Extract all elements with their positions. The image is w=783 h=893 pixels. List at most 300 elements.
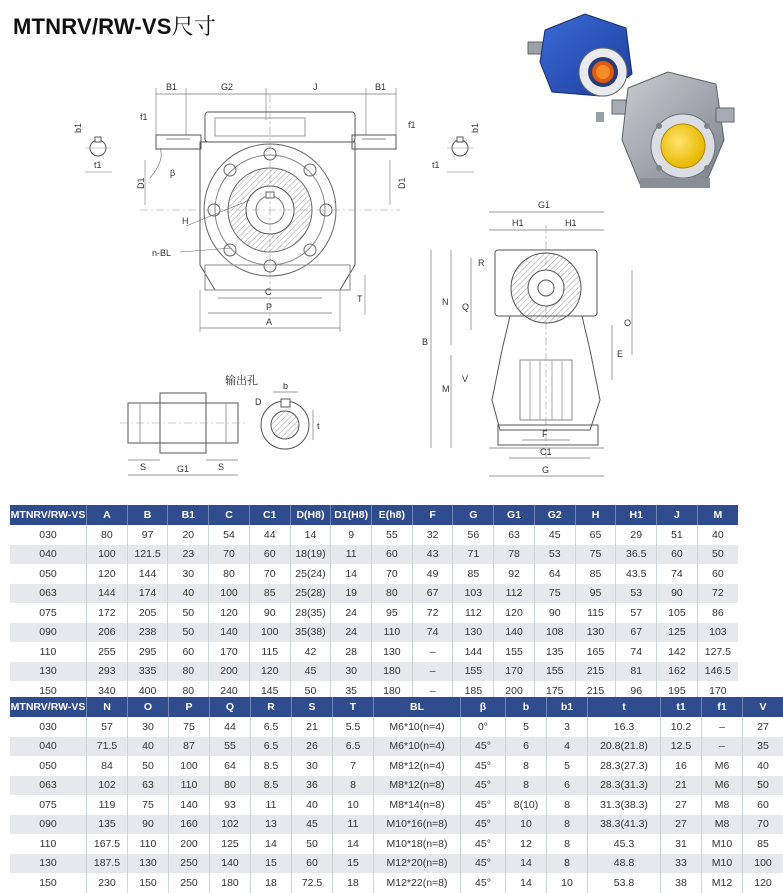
table-cell: 45° bbox=[461, 737, 506, 757]
column-header: D1(H8) bbox=[331, 505, 372, 525]
column-header: t bbox=[588, 697, 661, 717]
table-cell: 27 bbox=[661, 795, 702, 815]
label-H1-right: H1 bbox=[565, 218, 577, 228]
column-header: t1 bbox=[661, 697, 702, 717]
table-cell: M6*10(n=4) bbox=[374, 717, 461, 737]
table-row bbox=[10, 795, 783, 815]
table-cell: 53 bbox=[616, 584, 657, 604]
table-cell: 110 bbox=[128, 834, 169, 854]
table-cell: 140 bbox=[169, 795, 210, 815]
label-T: T bbox=[357, 294, 363, 304]
table-cell: 140 bbox=[210, 854, 251, 874]
label-b1: b1 bbox=[73, 123, 83, 133]
table-cell: 40 bbox=[292, 795, 333, 815]
table-cell: 120 bbox=[249, 662, 290, 682]
table-cell: 6.5 bbox=[251, 717, 292, 737]
table-cell: 70 bbox=[209, 545, 250, 565]
table-cell: 150 bbox=[128, 873, 169, 893]
table-cell: 127.5 bbox=[697, 642, 738, 662]
table-cell: 14 bbox=[290, 525, 331, 545]
table-cell: 55 bbox=[210, 737, 251, 757]
table-cell: 200 bbox=[209, 662, 250, 682]
table-cell: 108 bbox=[534, 623, 575, 643]
column-header: b bbox=[506, 697, 547, 717]
table-cell: 72 bbox=[697, 584, 738, 604]
table-row bbox=[10, 854, 783, 874]
table-cell: 45° bbox=[461, 815, 506, 835]
label-B: B bbox=[422, 337, 428, 347]
table-cell: 110 bbox=[10, 642, 87, 662]
table-row bbox=[10, 717, 783, 737]
table-cell: 43.5 bbox=[616, 564, 657, 584]
table-cell: M10 bbox=[702, 834, 743, 854]
table-cell: 93 bbox=[210, 795, 251, 815]
label-D1-right: D1 bbox=[397, 177, 407, 189]
table-cell: 85 bbox=[249, 584, 290, 604]
table-cell: 45 bbox=[290, 662, 331, 682]
table-cell: 95 bbox=[372, 603, 413, 623]
table-cell: 84 bbox=[87, 756, 128, 776]
table-cell: 175 bbox=[534, 681, 575, 701]
table-cell: 145 bbox=[249, 681, 290, 701]
table-cell: 45° bbox=[461, 873, 506, 893]
label-H1-left: H1 bbox=[512, 218, 524, 228]
table-cell: 10 bbox=[506, 815, 547, 835]
table-row bbox=[10, 873, 783, 893]
table-cell: 105 bbox=[657, 603, 698, 623]
table-cell: 90 bbox=[657, 584, 698, 604]
table-cell: 100 bbox=[743, 854, 783, 874]
table-cell: 8(10) bbox=[506, 795, 547, 815]
table-cell: 36 bbox=[292, 776, 333, 796]
table-cell: 8.5 bbox=[251, 776, 292, 796]
table-cell: 4 bbox=[547, 737, 588, 757]
table-cell: 97 bbox=[127, 525, 168, 545]
table-cell: 142 bbox=[657, 642, 698, 662]
label-J: J bbox=[313, 82, 318, 92]
table-cell: M12 bbox=[702, 873, 743, 893]
table-cell: 340 bbox=[87, 681, 128, 701]
table-cell: 15 bbox=[251, 854, 292, 874]
table-cell: 49 bbox=[412, 564, 453, 584]
table-cell: 72 bbox=[412, 603, 453, 623]
side-view bbox=[431, 212, 632, 476]
table-cell: 140 bbox=[209, 623, 250, 643]
table-cell: 30 bbox=[168, 564, 209, 584]
table-cell: 5 bbox=[547, 756, 588, 776]
table-cell: 45.3 bbox=[588, 834, 661, 854]
table-cell: 45 bbox=[534, 525, 575, 545]
table-cell: 45° bbox=[461, 795, 506, 815]
table-cell: M8*14(n=8) bbox=[374, 795, 461, 815]
table-cell: 44 bbox=[210, 717, 251, 737]
table-cell: 31.3(38.3) bbox=[588, 795, 661, 815]
table-cell: 33 bbox=[661, 854, 702, 874]
table-cell: 80 bbox=[210, 776, 251, 796]
table-cell: 90 bbox=[128, 815, 169, 835]
label-f1: f1 bbox=[140, 112, 148, 122]
table-cell: 11 bbox=[331, 545, 372, 565]
table-cell: 120 bbox=[209, 603, 250, 623]
table-cell: 24 bbox=[331, 623, 372, 643]
table-cell: 90 bbox=[534, 603, 575, 623]
page-title: MTNRV/RW-VS尺寸 bbox=[13, 10, 216, 41]
table-cell: 45° bbox=[461, 756, 506, 776]
table-cell: 050 bbox=[10, 564, 87, 584]
table-cell: 81 bbox=[616, 662, 657, 682]
table-row bbox=[10, 545, 738, 565]
table-row bbox=[10, 815, 783, 835]
table-cell: 23 bbox=[168, 545, 209, 565]
table-cell: 100 bbox=[249, 623, 290, 643]
table-cell: 18 bbox=[251, 873, 292, 893]
table-cell: 150 bbox=[10, 681, 87, 701]
table-cell: 162 bbox=[657, 662, 698, 682]
table-cell: 170 bbox=[494, 662, 535, 682]
table-cell: 95 bbox=[575, 584, 616, 604]
table-row bbox=[10, 737, 783, 757]
output-shaft-detail bbox=[120, 392, 313, 475]
table-cell: 19 bbox=[331, 584, 372, 604]
table-cell: 10.2 bbox=[661, 717, 702, 737]
table-cell: 206 bbox=[87, 623, 128, 643]
label-H: H bbox=[182, 216, 189, 226]
table-cell: 075 bbox=[10, 795, 87, 815]
label-D1-left: D1 bbox=[136, 177, 146, 189]
table-cell: 70 bbox=[249, 564, 290, 584]
table-cell: 112 bbox=[453, 603, 494, 623]
table-cell: 64 bbox=[210, 756, 251, 776]
table-cell: 25(28) bbox=[290, 584, 331, 604]
table-cell: M10 bbox=[702, 854, 743, 874]
table-cell: M8*12(n=4) bbox=[374, 756, 461, 776]
table-cell: 15 bbox=[333, 854, 374, 874]
table-cell: 85 bbox=[453, 564, 494, 584]
label-D: D bbox=[255, 397, 262, 407]
table-cell: 67 bbox=[616, 623, 657, 643]
column-header: T bbox=[333, 697, 374, 717]
table-cell: 103 bbox=[697, 623, 738, 643]
column-header: J bbox=[657, 505, 698, 525]
table-cell: 030 bbox=[10, 717, 87, 737]
table-cell: 250 bbox=[169, 873, 210, 893]
table-header bbox=[10, 697, 783, 717]
table-cell: 100 bbox=[209, 584, 250, 604]
table-cell: 135 bbox=[534, 642, 575, 662]
table-cell: 050 bbox=[10, 756, 87, 776]
label-S-left: S bbox=[140, 462, 146, 472]
output-hole-label: 输出孔 bbox=[225, 373, 258, 387]
table-cell: 32 bbox=[412, 525, 453, 545]
table-cell: 70 bbox=[743, 815, 783, 835]
side-view-labels bbox=[422, 200, 631, 475]
table-cell: 64 bbox=[534, 564, 575, 584]
table-cell: 70 bbox=[372, 564, 413, 584]
table-row bbox=[10, 584, 738, 604]
table-cell: 90 bbox=[249, 603, 290, 623]
table-row bbox=[10, 525, 738, 545]
label-E: E bbox=[617, 349, 623, 359]
table-cell: 92 bbox=[494, 564, 535, 584]
label-B1-left: B1 bbox=[166, 82, 177, 92]
table-cell: 14 bbox=[331, 564, 372, 584]
table-cell: 20.8(21.8) bbox=[588, 737, 661, 757]
column-header: G bbox=[453, 505, 494, 525]
table-cell: 030 bbox=[10, 525, 87, 545]
label-G1-shaft: G1 bbox=[177, 464, 189, 474]
table-cell: 215 bbox=[575, 681, 616, 701]
dimension-table-2 bbox=[10, 697, 783, 893]
table-cell: 50 bbox=[290, 681, 331, 701]
table-cell: 130 bbox=[128, 854, 169, 874]
table-cell: 54 bbox=[209, 525, 250, 545]
table-cell: 063 bbox=[10, 584, 87, 604]
table-cell: 6.5 bbox=[333, 737, 374, 757]
table-cell: 50 bbox=[168, 623, 209, 643]
label-b: b bbox=[283, 381, 288, 391]
table-cell: 45° bbox=[461, 776, 506, 796]
table-cell: 146.5 bbox=[697, 662, 738, 682]
column-header: b1 bbox=[547, 697, 588, 717]
table-cell: 72.5 bbox=[292, 873, 333, 893]
table-cell: 13 bbox=[251, 815, 292, 835]
table-cell: 60 bbox=[372, 545, 413, 565]
table-cell: 50 bbox=[292, 834, 333, 854]
table-cell: 170 bbox=[697, 681, 738, 701]
column-header: f1 bbox=[702, 697, 743, 717]
column-header: S bbox=[292, 697, 333, 717]
table-cell: 45° bbox=[461, 834, 506, 854]
table-cell: 155 bbox=[494, 642, 535, 662]
column-header: C bbox=[209, 505, 250, 525]
table-cell: 120 bbox=[87, 564, 128, 584]
table-cell: 57 bbox=[616, 603, 657, 623]
column-header: MTNRV/RW-VS bbox=[10, 505, 87, 525]
table-cell: 30 bbox=[331, 662, 372, 682]
table-cell: – bbox=[412, 662, 453, 682]
table-cell: 80 bbox=[168, 662, 209, 682]
table-cell: 14 bbox=[506, 854, 547, 874]
table-cell: M8*12(n=8) bbox=[374, 776, 461, 796]
table-cell: 16.3 bbox=[588, 717, 661, 737]
table-cell: 170 bbox=[209, 642, 250, 662]
table-cell: 180 bbox=[372, 681, 413, 701]
table-cell: 21 bbox=[292, 717, 333, 737]
table-cell: 14 bbox=[506, 873, 547, 893]
table-cell: 11 bbox=[251, 795, 292, 815]
table-cell: 60 bbox=[697, 564, 738, 584]
table-cell: 50 bbox=[168, 603, 209, 623]
table-cell: 293 bbox=[87, 662, 128, 682]
table-cell: M6 bbox=[702, 756, 743, 776]
table-cell: 103 bbox=[453, 584, 494, 604]
column-header: R bbox=[251, 697, 292, 717]
table-cell: M10*18(n=8) bbox=[374, 834, 461, 854]
table-cell: 63 bbox=[494, 525, 535, 545]
table-cell: 30 bbox=[292, 756, 333, 776]
label-b1-right: b1 bbox=[470, 123, 480, 133]
table-cell: 174 bbox=[127, 584, 168, 604]
label-f1-right: f1 bbox=[408, 120, 416, 130]
table-cell: 180 bbox=[210, 873, 251, 893]
column-header: B1 bbox=[168, 505, 209, 525]
table-cell: 7 bbox=[333, 756, 374, 776]
column-header: A bbox=[87, 505, 128, 525]
table-cell: 21 bbox=[661, 776, 702, 796]
table-cell: 85 bbox=[575, 564, 616, 584]
label-t1-right: t1 bbox=[432, 160, 440, 170]
table-cell: 35 bbox=[331, 681, 372, 701]
table-cell: 215 bbox=[575, 662, 616, 682]
table-cell: 180 bbox=[372, 662, 413, 682]
table-cell: 9 bbox=[331, 525, 372, 545]
table-cell: 8.5 bbox=[251, 756, 292, 776]
table-cell: 0° bbox=[461, 717, 506, 737]
table-cell: 8 bbox=[547, 854, 588, 874]
table-cell: 110 bbox=[372, 623, 413, 643]
table-cell: 71.5 bbox=[87, 737, 128, 757]
table-cell: 55 bbox=[372, 525, 413, 545]
table-cell: 80 bbox=[372, 584, 413, 604]
table-cell: 200 bbox=[494, 681, 535, 701]
table-cell: 090 bbox=[10, 623, 87, 643]
table-cell: 12.5 bbox=[661, 737, 702, 757]
table-cell: 35(38) bbox=[290, 623, 331, 643]
table-cell: 75 bbox=[534, 584, 575, 604]
table-cell: 120 bbox=[743, 873, 783, 893]
table-row bbox=[10, 603, 738, 623]
column-header: O bbox=[128, 697, 169, 717]
table-cell: 110 bbox=[10, 834, 87, 854]
table-row bbox=[10, 662, 738, 682]
label-n-BL: n-BL bbox=[152, 248, 171, 258]
table-cell: 53 bbox=[534, 545, 575, 565]
table-cell: 144 bbox=[127, 564, 168, 584]
table-cell: 144 bbox=[87, 584, 128, 604]
column-header: E(h8) bbox=[372, 505, 413, 525]
label-t1: t1 bbox=[94, 160, 102, 170]
column-header: G1 bbox=[494, 505, 535, 525]
label-O: O bbox=[624, 318, 631, 328]
label-G1: G1 bbox=[538, 200, 550, 210]
table-cell: 31 bbox=[661, 834, 702, 854]
label-N: N bbox=[442, 297, 449, 307]
table-cell: 86 bbox=[697, 603, 738, 623]
label-F: F bbox=[542, 429, 548, 439]
table-cell: – bbox=[412, 642, 453, 662]
table-cell: 160 bbox=[169, 815, 210, 835]
column-header: F bbox=[412, 505, 453, 525]
table-cell: 18(19) bbox=[290, 545, 331, 565]
table-cell: 60 bbox=[168, 642, 209, 662]
label-V: V bbox=[462, 374, 468, 384]
table-cell: 400 bbox=[127, 681, 168, 701]
column-header: H bbox=[575, 505, 616, 525]
table-cell: 48.8 bbox=[588, 854, 661, 874]
table-row bbox=[10, 776, 783, 796]
table-cell: 195 bbox=[657, 681, 698, 701]
table-cell: – bbox=[702, 717, 743, 737]
table-cell: 80 bbox=[87, 525, 128, 545]
label-S-right: S bbox=[218, 462, 224, 472]
table-cell: 80 bbox=[168, 681, 209, 701]
table-cell: 75 bbox=[575, 545, 616, 565]
table-row bbox=[10, 756, 783, 776]
table-cell: 75 bbox=[169, 717, 210, 737]
table-cell: 40 bbox=[697, 525, 738, 545]
table-cell: 8 bbox=[506, 776, 547, 796]
table-cell: 167.5 bbox=[87, 834, 128, 854]
table-cell: 28.3(27.3) bbox=[588, 756, 661, 776]
table-cell: 45° bbox=[461, 854, 506, 874]
table-cell: 60 bbox=[743, 795, 783, 815]
table-cell: 090 bbox=[10, 815, 87, 835]
table-cell: 140 bbox=[494, 623, 535, 643]
table-header bbox=[10, 505, 738, 525]
table-cell: – bbox=[702, 737, 743, 757]
table-cell: 43 bbox=[412, 545, 453, 565]
table-cell: 115 bbox=[575, 603, 616, 623]
table-cell: 28.3(31.3) bbox=[588, 776, 661, 796]
column-header: N bbox=[87, 697, 128, 717]
table-cell: 200 bbox=[169, 834, 210, 854]
table-cell: 40 bbox=[743, 756, 783, 776]
table-cell: 240 bbox=[209, 681, 250, 701]
table-cell: 38.3(41.3) bbox=[588, 815, 661, 835]
table-cell: 102 bbox=[87, 776, 128, 796]
table-cell: M12*22(n=8) bbox=[374, 873, 461, 893]
table-cell: 3 bbox=[547, 717, 588, 737]
label-P: P bbox=[266, 302, 272, 312]
table-cell: 5 bbox=[506, 717, 547, 737]
table-cell: 8 bbox=[506, 756, 547, 776]
table-cell: 20 bbox=[168, 525, 209, 545]
table-cell: 8 bbox=[547, 834, 588, 854]
table-cell: – bbox=[412, 681, 453, 701]
table-cell: 155 bbox=[453, 662, 494, 682]
table-cell: 115 bbox=[249, 642, 290, 662]
table-cell: 74 bbox=[412, 623, 453, 643]
table-cell: 100 bbox=[169, 756, 210, 776]
column-header: BL bbox=[374, 697, 461, 717]
table-cell: 250 bbox=[169, 854, 210, 874]
table-cell: 56 bbox=[453, 525, 494, 545]
table-cell: 28(35) bbox=[290, 603, 331, 623]
table-row bbox=[10, 623, 738, 643]
table-cell: 6.5 bbox=[251, 737, 292, 757]
table-cell: 28 bbox=[331, 642, 372, 662]
table-cell: 8 bbox=[547, 815, 588, 835]
table-cell: 60 bbox=[657, 545, 698, 565]
table-cell: 36.5 bbox=[616, 545, 657, 565]
table-cell: M12*20(n=8) bbox=[374, 854, 461, 874]
table-cell: M6 bbox=[702, 776, 743, 796]
column-header: D(H8) bbox=[290, 505, 331, 525]
table-cell: 155 bbox=[534, 662, 575, 682]
label-R: R bbox=[478, 258, 485, 268]
table-cell: 8 bbox=[333, 776, 374, 796]
table-cell: 14 bbox=[251, 834, 292, 854]
table-cell: 10 bbox=[547, 873, 588, 893]
table-cell: 27 bbox=[743, 717, 783, 737]
table-cell: 45 bbox=[292, 815, 333, 835]
column-header: B bbox=[127, 505, 168, 525]
table-cell: 185 bbox=[453, 681, 494, 701]
label-t: t bbox=[317, 421, 320, 431]
label-beta: β bbox=[170, 168, 175, 178]
label-A: A bbox=[266, 317, 272, 327]
label-C: C bbox=[265, 287, 272, 297]
